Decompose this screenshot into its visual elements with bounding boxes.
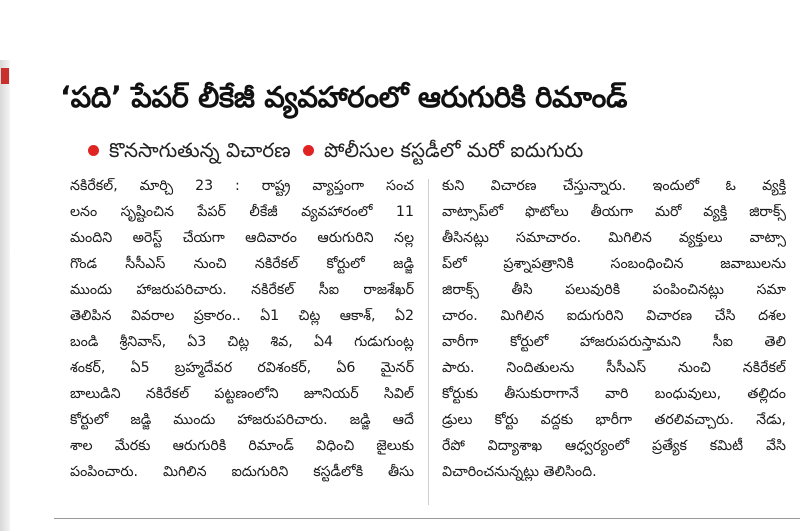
clipping-edge: [0, 60, 10, 531]
body-line: లనం సృష్టించిన పేపర్ లీకేజీ వ్యవహారంలో 11: [70, 204, 414, 220]
body-line: రేపో విద్యాశాఖ ఆధ్వర్యంలో ప్రత్యేక కమిటీ వేసి: [442, 438, 786, 454]
article-headline: ‘పది’ పేపర్ లీకేజీ వ్యవహారంలో ఆరుగురికి రిమాండ్: [60, 80, 628, 114]
body-line: విచారించనున్నట్లు తెలిసింది.: [442, 464, 597, 480]
body-line: నకిరేకల్, మార్చి 23 : రాష్ట్ర వ్యాప్తంగా సంచ: [70, 178, 414, 194]
body-line: గొండ సీసీఎస్ నుంచి నకిరేకల్ కోర్టులో జడ్జి: [70, 256, 414, 272]
edge-mark: [1, 68, 9, 84]
sub-headline: [82, 133, 762, 167]
body-line: బండి శ్రీనివాస్, ఏ3 చిట్ల శివ, ఏ4 గుడుగుంట్ల: [70, 334, 414, 350]
body-line: కోర్టుకు తీసుకురాగానే వారి బంధువులు, తల్లిదం: [442, 386, 786, 402]
body-line: పారు. నిందితులను సీసీఎస్ నుంచి నకిరేకల్: [442, 360, 786, 376]
subhead-2: పోలీసుల కస్టడీలో మరో ఐదుగురు: [324, 138, 584, 162]
body-line: శంకర్, ఏ5 బ్రహ్మదేవర రవిశంకర్, ఏ6 మైనర్: [70, 360, 414, 376]
body-line: పంపించారు. మిగిలిన ఐదుగురిని కస్టడీలోకి తీసు: [70, 464, 414, 480]
red-bullet-icon: [88, 145, 99, 156]
red-bullet-icon: [303, 145, 314, 156]
body-line: మందిని అరెస్ట్ చేయగా ఆదివారం ఆరుగురిని నల్ల: [70, 230, 414, 246]
body-line: ముందు హాజరుపరిచారు. నకిరేకల్ సీఐ రాజశేఖర్: [70, 282, 414, 298]
news-article: [14, 0, 800, 531]
body-line: ప్‌లో ప్రశ్నాపత్రానికి సంబంధించిన జవాబులను: [442, 256, 786, 272]
body-line: చారం. మిగిలిన ఐదుగురిని విచారణ చేసి దశల: [442, 308, 786, 324]
body-column-left: [70, 173, 414, 509]
body-line: కోర్టులో జడ్జి ముందు హాజరుపరిచారు. జడ్జి ఆదే: [70, 412, 414, 428]
body-line: వాట్సాప్‌లో ఫొటోలు తీయగా మరో వ్యక్తి జిరాక్స్: [442, 204, 786, 220]
body-line: జిరాక్స్ తీసి పలువురికి పంపించినట్లు సమా: [442, 282, 786, 298]
column-divider: [428, 179, 429, 505]
body-line: శాల మేరకు ఆరుగురికి రిమాండ్ విధించి జైలుకు: [70, 438, 414, 454]
subhead-1: కొనసాగుతున్న విచారణ: [109, 138, 291, 162]
body-line: వారీగా కోర్టులో హాజరుపరుస్తామని సీఐ తెలి: [442, 334, 786, 350]
article-body: [70, 173, 788, 509]
body-line: తెలిపిన వివరాల ప్రకారం.. ఏ1 చిట్ల ఆకాశ్, ఏ2: [70, 308, 414, 324]
bottom-rule: [54, 518, 800, 519]
body-line: డ్రులు కోర్టు వద్దకు భారీగా తరలివచ్చారు. నేడు,: [442, 412, 786, 428]
body-line: బాలుడిని నకిరేకల్ పట్టణంలోని జూనియర్ సివిల్: [70, 386, 414, 402]
body-column-right: [442, 173, 786, 509]
body-line: కుని విచారణ చేస్తున్నారు. ఇందులో ఓ వ్యక్తి: [442, 178, 786, 194]
body-line: తీసినట్లు సమాచారం. మిగిలిన వ్యక్తులు వాట్సా: [442, 230, 786, 246]
